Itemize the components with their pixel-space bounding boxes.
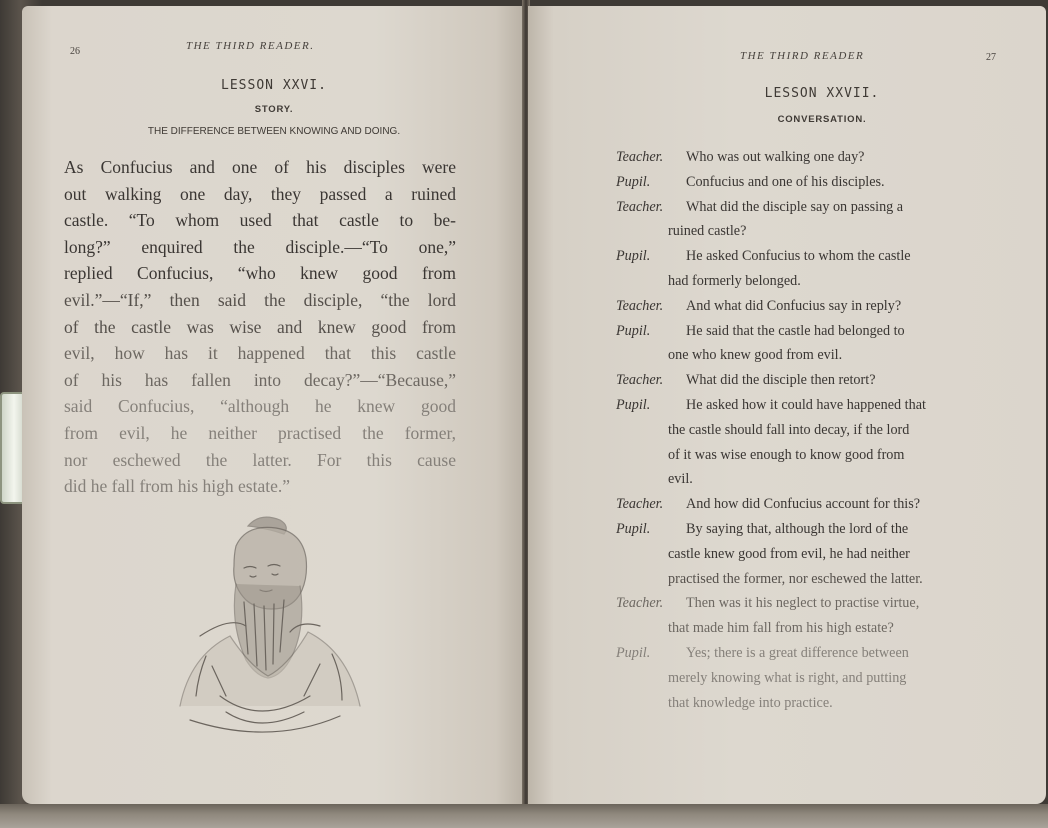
dialogue-line: that made him fall from his high estate? — [668, 620, 894, 637]
speaker-label: Pupil. — [616, 248, 651, 265]
dialogue-entry — [616, 393, 1008, 492]
running-head-left: THE THIRD READER. — [186, 40, 315, 52]
right-page — [528, 6, 1046, 804]
dialogue-entry — [616, 195, 1008, 245]
dialogue-line: He said that the castle had belonged to — [686, 322, 905, 339]
confucius-portrait-illustration — [140, 506, 390, 746]
dialogue-entry — [616, 641, 1008, 715]
page-number-right: 27 — [986, 52, 996, 63]
conversation — [616, 145, 1008, 715]
dialogue-line: He asked Confucius to whom the castle — [686, 248, 911, 265]
speaker-label: Teacher. — [616, 297, 664, 314]
dialogue-entry — [616, 492, 1008, 517]
dialogue-line: merely knowing what is right, and putting — [668, 669, 907, 686]
lesson-type-left: STORY. — [254, 104, 294, 115]
speaker-label: Pupil. — [616, 396, 651, 413]
story-line: out walking one day, they passed a ruined — [64, 183, 456, 204]
speaker-label: Pupil. — [616, 520, 651, 537]
dialogue-line: And what did Confucius say in reply? — [686, 297, 902, 314]
table-surface — [0, 804, 1048, 828]
dialogue-line: By saying that, although the lord of the — [686, 520, 909, 537]
story-line: castle. “To whom used that castle to be- — [64, 210, 456, 231]
dialogue-entry — [616, 294, 1008, 319]
dialogue-line: He asked how it could have happened that — [686, 396, 926, 413]
story-title: THE DIFFERENCE BETWEEN KNOWING AND DOING. — [147, 126, 401, 137]
dialogue-line: practised the former, nor eschewed the latter. — [668, 570, 923, 587]
lesson-type-right: CONVERSATION. — [777, 114, 867, 125]
dialogue-entry — [616, 368, 1008, 393]
speaker-label: Teacher. — [616, 595, 664, 612]
dialogue-line: Yes; there is a great difference between — [686, 644, 909, 661]
speaker-label: Teacher. — [616, 198, 664, 215]
dialogue-line: the castle should fall into decay, if the lord — [668, 421, 910, 438]
dialogue-line: And how did Confucius account for this? — [686, 496, 921, 513]
speaker-label: Teacher. — [616, 149, 664, 165]
speaker-label: Teacher. — [616, 496, 664, 513]
story-line: from evil, he neither practised the former, — [64, 422, 456, 443]
speaker-label: Pupil. — [616, 322, 651, 339]
story-text — [64, 154, 456, 500]
speaker-label: Pupil. — [616, 173, 651, 190]
dialogue-line: one who knew good from evil. — [668, 347, 843, 364]
story-line: As Confucius and one of his disciples were — [64, 157, 456, 177]
speaker-label: Pupil. — [616, 644, 651, 661]
story-line: evil, how has it happened that this castle — [64, 343, 456, 364]
dialogue-line: that knowledge into practice. — [668, 694, 833, 711]
dialogue-line: Confucius and one of his disciples. — [686, 173, 885, 190]
page-number-left: 26 — [70, 46, 80, 57]
story-line: nor eschewed the latter. For this cause — [64, 449, 456, 470]
left-page — [22, 6, 526, 804]
story-line: said Confucius, “although he knew good — [64, 396, 456, 417]
dialogue-line: castle knew good from evil, he had neither — [668, 545, 910, 562]
dialogue-entry — [616, 319, 1008, 369]
dialogue-entry — [616, 170, 1008, 195]
dialogue-line: What did the disciple say on passing a — [686, 198, 904, 215]
running-head-right: THE THIRD READER — [740, 50, 865, 62]
dialogue-line: Then was it his neglect to practise virtue, — [686, 595, 920, 612]
dialogue-entry — [616, 591, 1008, 641]
lesson-title-right: LESSON XXVII. — [764, 86, 880, 101]
story-line: of his has fallen into decay?”—“Because,” — [64, 369, 456, 390]
story-line: replied Confucius, “who knew good from — [64, 263, 456, 284]
dialogue-entry — [616, 244, 1008, 294]
lesson-title-left: LESSON XXVI. — [221, 78, 327, 93]
dialogue-line: had formerly belonged. — [668, 272, 801, 289]
story-line: evil.”—“If,” then said the disciple, “the lord — [64, 289, 456, 310]
dialogue-line: ruined castle? — [668, 223, 747, 240]
story-line: of the castle was wise and knew good from — [64, 316, 456, 337]
story-line: did he fall from his high estate.” — [64, 476, 290, 497]
story-line: long?” enquired the disciple.—“To one,” — [64, 236, 456, 257]
dialogue-line: evil. — [668, 471, 693, 488]
dialogue-entry — [616, 145, 1008, 170]
speaker-label: Teacher. — [616, 372, 664, 389]
dialogue-line: Who was out walking one day? — [686, 149, 865, 165]
dialogue-line: of it was wise enough to know good from — [668, 446, 905, 463]
dialogue-entry — [616, 517, 1008, 591]
dialogue-line: What did the disciple then retort? — [686, 372, 876, 389]
